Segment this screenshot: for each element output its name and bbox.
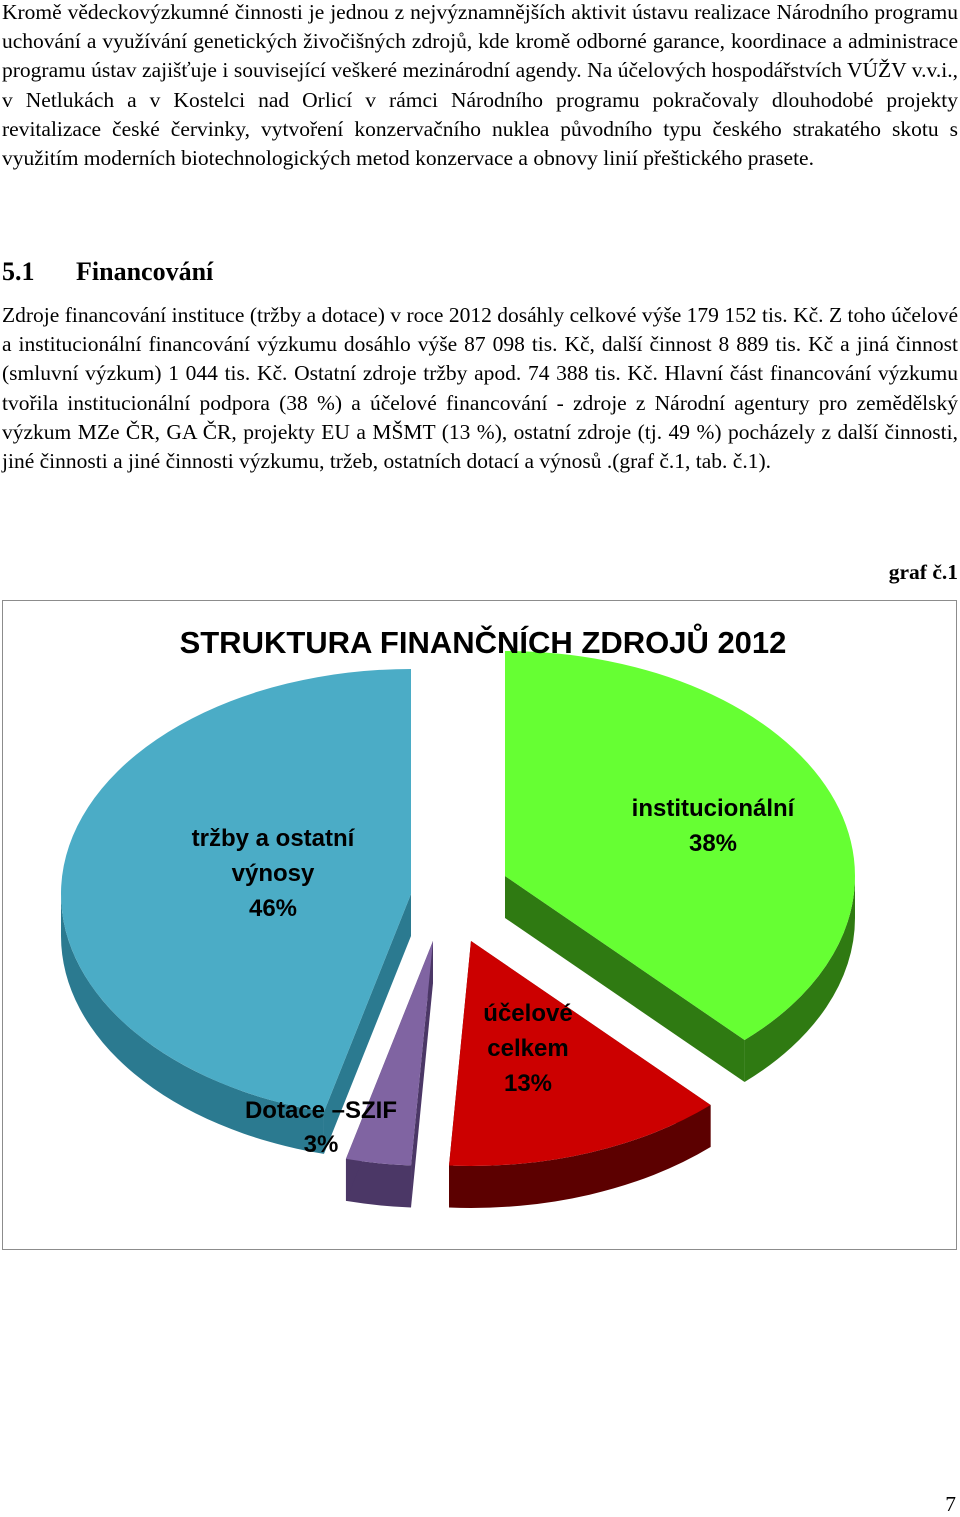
pie-value-label: 3% [303, 1131, 339, 1158]
pie-category-label: celkem [487, 1035, 569, 1062]
pie-category-label: výnosy [231, 860, 315, 887]
figure-label: graf č.1 [888, 560, 958, 584]
section-heading [2, 254, 213, 290]
intro-paragraph: Kromě vědeckovýzkumné činnosti je jednou z nejvýznamnějších aktivit ústavu realizace Národního programu uchování a využívání genetických živočišných zdrojů, kde kromě odborné garance, koordinace a administrace programu ústav zajišťuje i související veškeré mezinárodní agendy. Na účelových hospodářstvích VÚŽV v.v.i., v Netlukách a v Kostelci nad Orlicí v rámci Národního programu pokračovaly dlouhodobé projekty revitalizace české červinky, vytvoření konzervačního nuklea původního typu českého strakatého skotu s využitím moderních biotechnologických metod konzervace a obnovy linií přeštického prasete. [2, 0, 958, 171]
financing-paragraph: Zdroje financování instituce (tržby a dotace) v roce 2012 dosáhly celkové výše 179 152 tis. Kč. Z toho účelové a institucionální financování výzkumu dosáhlo výše 87 098 tis. Kč, další činnost 8 889 tis. Kč a jiná činnost (smluvní výzkum) 1 044 tis. Kč. Ostatní zdroje tržby apod. 74 388 tis. Kč. Hlavní část financování výzkumu tvořila institucionální podpora (38 %) a účelové financování - zdroje z Národní agentury pro zemědělský výzkum MZe ČR, GA ČR, projekty EU a MŠMT (13 %), ostatní zdroje (tj. 49 %) pocházely z další činnosti, jiné činnosti a jiné činnosti výzkumu, tržeb, ostatních dotací a výnosů .(graf č.1, tab. č.1). [2, 303, 958, 474]
pie-chart [3, 601, 956, 1249]
pie-value-label: 46% [248, 895, 298, 922]
pie-category-label: účelové [483, 1000, 573, 1027]
pie-category-label: institucionální [631, 795, 795, 822]
pie-value-label: 13% [503, 1070, 553, 1097]
pie-category-label: tržby a ostatní [191, 825, 355, 852]
chart-title: STRUKTURA FINANČNÍCH ZDROJŮ 2012 [179, 625, 787, 660]
chart-frame [2, 600, 957, 1250]
section-title: Financování [76, 257, 214, 286]
pie-slice [505, 651, 855, 1040]
section-number: 5.1 [2, 257, 35, 286]
page-number: 7 [945, 1492, 956, 1516]
pie-category-label: Dotace –SZIF [244, 1097, 398, 1124]
pie-value-label: 38% [688, 830, 738, 857]
